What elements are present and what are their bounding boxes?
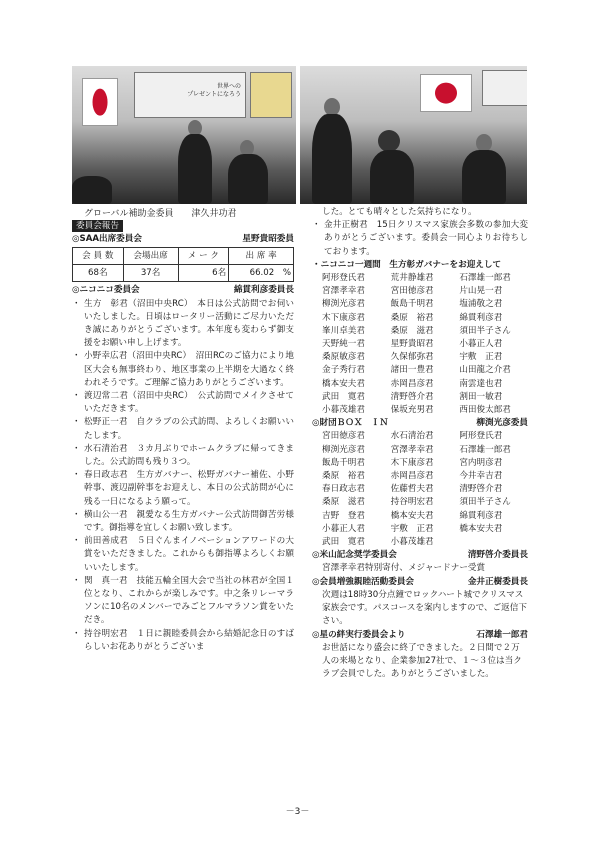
member-name: 木下康彦君 (390, 457, 434, 468)
member-name: 諸田一豊君 (390, 365, 434, 376)
yone-person: 清野啓介委員長 (467, 550, 528, 561)
item-text: 水石清治君 ３カ月ぶりでホームクラブに帰ってきました。公式訪問も残り３つ。 (84, 443, 294, 468)
member-name: 南雲達也君 (459, 378, 503, 389)
item-text: 小野幸広君（沼田中央RC） 沼田RCのご協力により地区大会も無事終わり、地区事業の上半期を大過なく終われそうです。ご理解ご協力ありがとうございます。 (84, 351, 294, 388)
bullet: ・ (72, 575, 81, 586)
member-name: 星野貴昭君 (390, 339, 434, 350)
member-name: 木下康彦君 (322, 312, 365, 323)
bullet: ・ (72, 417, 81, 428)
table-cell: 6名 (178, 265, 229, 282)
table-header-row (73, 248, 294, 265)
member-heading (312, 576, 528, 589)
member-name: 阿形登氏君 (459, 431, 503, 442)
member-name: 宮田徳彦君 (390, 286, 434, 297)
member-name: 宇敷 正君 (459, 352, 503, 363)
member-name: 春日政志君 (322, 484, 365, 495)
member-name: 桑原 滋君 (390, 325, 434, 336)
member-name: 阿形登氏君 (322, 273, 365, 284)
member-name: 佐藤哲夫君 (390, 484, 434, 495)
member-name: 水石清治君 (390, 431, 434, 442)
bullet: ・ (72, 536, 81, 547)
table-header: 会場出席 (123, 248, 178, 265)
star-heading (312, 629, 528, 642)
member-name: 桑原 裕君 (390, 312, 434, 323)
table-cell: 66.02 % (229, 265, 294, 282)
box-title: ◎財団ＢＯＸ ＩＮ (312, 418, 389, 429)
list-item (312, 219, 528, 259)
member-name: 赤岡昌彦君 (390, 378, 434, 389)
governor (462, 150, 506, 204)
member-name: 清野啓介君 (459, 484, 503, 495)
list-item (72, 575, 294, 628)
member-name: 小暮茂雄君 (390, 537, 434, 548)
member-name: 峯川卓美君 (322, 325, 365, 336)
star-text: お世話になり盛会に終了できました。２日間で２万人の来場となり、企業参加27社で、１～３位は当クラブ会員でした。ありがとうございました。 (322, 642, 522, 680)
week-names (312, 272, 528, 417)
item-text: 生方 彰君（沼田中央RC） 本日は公式訪問でお伺いいたしました。日頃はロータリー活動にご尽力いただき誠にありがとうございます。本年度も変わらず御支援をお願い申し上げます。 (84, 298, 294, 349)
member-name: 割田一敏君 (459, 391, 503, 402)
member-name: 桑原 滋君 (322, 497, 365, 508)
table-cell: 37名 (123, 265, 178, 282)
box-names (312, 430, 528, 549)
guest-head (378, 130, 400, 152)
member-name: 小暮正人君 (322, 523, 365, 534)
bullet: ・ (72, 351, 81, 362)
item-text: 松野正一君 自クラブの公式訪問、よろしくお願いいたします。 (84, 417, 294, 441)
item-text: 関 真一君 技能五輪全国大会で当社の林君が全国１位となり、これからが楽しみです。中之条リレーマラソンに10名のメンバーでみごとフルマラソン賞をいただき。 (84, 575, 294, 626)
bullet: ・ (72, 628, 81, 639)
member-name: 橋本安夫君 (459, 523, 503, 534)
japan-flag-icon (82, 78, 118, 126)
audience (72, 176, 112, 204)
rotary-wheel-banner (250, 72, 292, 118)
member-name: 片山晃一君 (459, 286, 503, 297)
member-name: 小暮正人君 (459, 339, 503, 350)
item-text: 金井正樹君 15日クリスマス家族会多数の参加大変ありがとうございます。委員会一同心よりお待ちしております。 (324, 220, 528, 257)
item-text: 渡辺常二君（沼田中央RC） 公式訪問でメイクさせていただきます。 (84, 391, 294, 415)
list-item (72, 298, 294, 351)
rotary-banner (134, 72, 246, 118)
bullet: ・ (312, 220, 321, 231)
bullet: ・ (72, 470, 81, 481)
table-cell: 68名 (73, 265, 124, 282)
member-name: 荒井静雄君 (390, 273, 434, 284)
member-name: 天野純一君 (322, 339, 365, 350)
speaker (178, 134, 212, 204)
member-name: 吉野 登君 (322, 510, 365, 521)
list-item (72, 416, 294, 442)
member-name: 武田 寛君 (322, 537, 365, 548)
box-heading (312, 417, 528, 430)
attendance-table (72, 247, 294, 282)
member-name: 桑原敏彦君 (322, 352, 365, 363)
nico-heading (72, 284, 294, 297)
list-item (72, 469, 294, 509)
member-name: 桑原 裕君 (322, 471, 365, 482)
member-text: 次週は18時30分点鐘でロックハート城でクリスマス家族会です。パスコースを案内しますので、ご返信下さい。 (322, 589, 527, 627)
photo-ceremony-left (72, 66, 296, 204)
member-name: 飯島千明君 (390, 299, 434, 310)
table-row (73, 265, 294, 282)
member-name: 清野啓介君 (390, 391, 434, 402)
member-name: 橋本安夫君 (322, 378, 365, 389)
member-name: 宇敷 正君 (390, 523, 434, 534)
saa-title: ◎SAA出席委員会 (72, 234, 142, 245)
yone-title: ◎米山記念奨学委員会 (312, 550, 397, 561)
table-header: 会 員 数 (73, 248, 124, 265)
item-text: 持谷明宏君 １日に親睦委員会から結婚記念日のすばらしいお花ありがとうございま (84, 628, 294, 652)
bullet: ・ (72, 391, 81, 402)
member-name: 綿貫利彦君 (459, 510, 503, 521)
saa-heading (72, 233, 294, 246)
saa-person: 星野貴昭委員 (242, 234, 294, 245)
member-name: 飯島千明君 (322, 457, 365, 468)
member-name: 今井幸吉君 (459, 471, 503, 482)
member-name: 山田龍之介君 (459, 365, 511, 376)
banner-text-2: プレゼントになろう (187, 91, 241, 98)
list-item (72, 628, 294, 654)
right-column (312, 206, 528, 681)
bullet: ・ (72, 298, 81, 309)
photo-ceremony-right (300, 66, 527, 204)
member-person: 金井正樹委員長 (467, 576, 528, 587)
page-number: －3－ (285, 807, 310, 817)
member-name: 須田半子さん (459, 325, 511, 336)
member-title: ◎会員増強親睦活動委員会 (312, 576, 415, 587)
member-name: 橋本安夫君 (390, 510, 434, 521)
member-name: 綿貫利彦君 (459, 312, 503, 323)
member-name: 宮澤孝幸君 (322, 286, 365, 297)
banner-text-1: 世界への (216, 83, 241, 90)
week-title: ・ニコニコ一週間 生方彰ガバナーをお迎えして (312, 259, 502, 270)
table-header: 出 席 率 (229, 248, 294, 265)
continued-text: した。とても晴々とした気持ちになり。 (322, 207, 477, 217)
item-text: 横山公一君 親愛なる生方ガバナー公式訪問御苦労様です。御指導を宜しくお願い致します。 (84, 509, 294, 534)
list-item (72, 535, 294, 575)
member-name: 須田半子さん (459, 497, 511, 508)
report-tag: 委員会報告 (72, 220, 123, 232)
member-name: 柳渕光彦君 (322, 444, 365, 455)
member-name: 塩浦敬之君 (459, 299, 503, 310)
member-name (459, 536, 528, 549)
member-name: 宮田徳彦君 (322, 431, 365, 442)
member-name: 柳渕光彦君 (322, 299, 365, 310)
member-name: 赤岡昌彦君 (390, 471, 434, 482)
table-header: メ ー ク (178, 248, 229, 265)
yone-heading (312, 549, 528, 562)
guest (370, 150, 414, 204)
star-person: 石澤雄一郎君 (476, 629, 528, 640)
member-name: 宮内明彦君 (459, 457, 503, 468)
nico-list (72, 298, 294, 654)
member-name: 持谷明宏君 (390, 497, 434, 508)
speaker (312, 114, 352, 204)
member-name: 保坂充男君 (390, 405, 434, 416)
member-name: 宮澤孝幸君 (390, 444, 434, 455)
nico-title: ◎ニコニコ委員会 (72, 285, 140, 296)
photo-caption: グローバル補助金委員 津久井功君 (84, 209, 237, 219)
member-name: 久保郁弥君 (390, 352, 434, 363)
member-name: 西田俊太郎君 (459, 405, 511, 416)
item-text: 前田善成君 ５日ぐんまイノベーションアワードの大賞をいただきました。これからも御指導よろしくお願いいたします。 (84, 536, 294, 573)
member-name: 石澤雄一郎君 (459, 444, 511, 455)
list-item (72, 350, 294, 390)
box-person: 柳渕光彦委員 (476, 418, 528, 429)
list-item (72, 443, 294, 469)
member-name: 小暮茂雄君 (322, 405, 365, 416)
guest (228, 154, 268, 204)
bullet: ・ (72, 443, 81, 454)
left-column (72, 220, 294, 654)
member-name: 金子秀行君 (322, 365, 365, 376)
yone-text: 宮澤孝幸君特別寄付、メジャードナー受賞 (322, 563, 486, 574)
list-item (72, 509, 294, 535)
member-name: 石澤雄一郎君 (459, 273, 511, 284)
list-item (72, 390, 294, 416)
bullet: ・ (72, 509, 81, 520)
item-text: 春日政志君 生方ガバナー、松野ガバナー補佐、小野幹事、渡辺副幹事をお迎えし、本日の公式訪問が心に残る一日になるよう願って。 (84, 470, 294, 507)
member-name: 武田 寛君 (322, 391, 365, 402)
nico-person: 綿貫利彦委員長 (233, 285, 294, 296)
japan-flag-icon (420, 74, 472, 112)
star-title: ◎星の絆実行委員会より (312, 629, 406, 640)
rotary-banner (482, 70, 527, 106)
